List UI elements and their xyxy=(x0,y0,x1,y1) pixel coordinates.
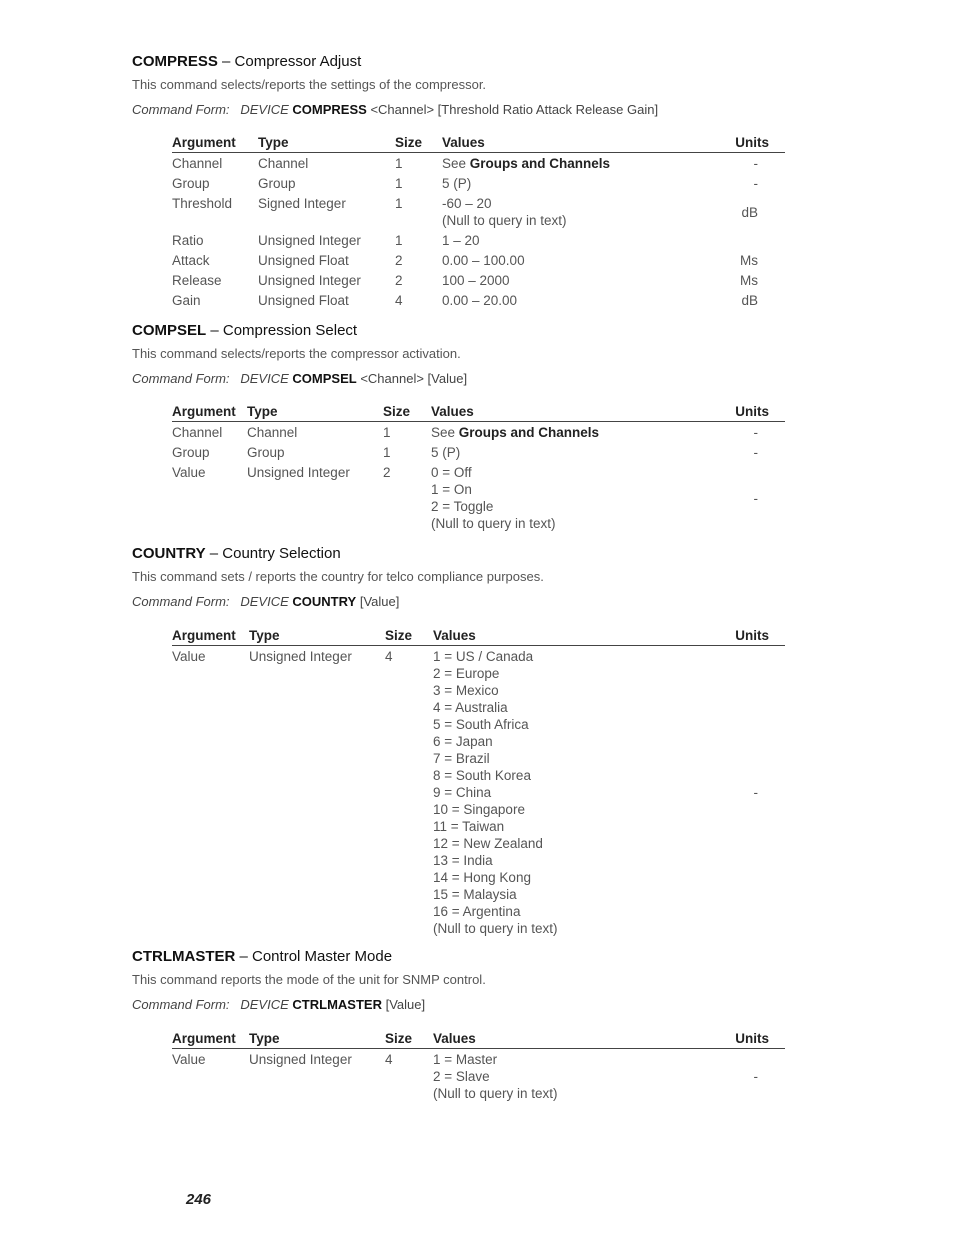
table-cell: See Groups and Channels xyxy=(442,156,611,171)
table-cell: 2 xyxy=(395,273,403,288)
table-cell: Channel xyxy=(258,156,309,171)
table-row xyxy=(172,290,785,310)
table-cell: 5 (P) xyxy=(442,176,472,191)
table-cell: Channel xyxy=(247,425,298,440)
section-country xyxy=(132,545,785,938)
table-row xyxy=(172,1049,785,1104)
table-cell: Unsigned Integer xyxy=(258,233,361,248)
table-cell: Value xyxy=(172,649,206,664)
argument-table: Argument Type Size Values Units Channel Channel 1 See Groups and Channels - Group Group 1 5 (P) - Value Unsigned Integer 2 0 = Off 1 = On 2 = Toggle (Null to query in text) - xyxy=(172,403,785,533)
table-cell: dB xyxy=(741,293,758,308)
page-number: 246 xyxy=(186,1191,212,1208)
table-cell: 0.00 – 20.00 xyxy=(442,293,518,308)
table-cell: 4 xyxy=(385,649,393,664)
table-row xyxy=(172,646,785,939)
table-cell: - xyxy=(753,1069,758,1084)
argument-table: Argument Type Size Values Units Value Unsigned Integer 4 1 = Master 2 = Slave (Null to query in text) - xyxy=(172,1030,785,1103)
section-description: This command reports the mode of the unit for SNMP control. xyxy=(132,972,486,987)
command-form: Command Form: DEVICE COUNTRY [Value] xyxy=(132,594,400,609)
table-cell: 1 xyxy=(383,445,391,460)
table-cell: 1 xyxy=(395,156,403,171)
table-cell: Unsigned Integer xyxy=(258,273,361,288)
table-cell: Attack xyxy=(172,253,210,268)
table-cell: Unsigned Float xyxy=(258,253,349,268)
command-form: Command Form: DEVICE COMPSEL <Channel> [Value] xyxy=(132,371,468,386)
cross-reference: Groups and Channels xyxy=(458,425,600,440)
table-cell: dB xyxy=(741,204,758,220)
table-cell: -60 – 20 (Null to query in text) xyxy=(442,196,567,228)
section-compsel xyxy=(132,322,785,533)
table-cell: Group xyxy=(258,176,296,191)
table-cell: 1 = US / Canada 2 = Europe 3 = Mexico 4 = Australia 5 = South Africa 6 = Japan 7 = Brazil 8 = South Korea 9 = China 10 = Singapore 11 = Taiwan 12 = New Zealand 13 = India 14 = Hong Kong 15 = Malaysia 16 = Argentina (Null to query in text) xyxy=(433,649,558,936)
table-cell xyxy=(705,230,785,250)
table-cell: 0 = Off 1 = On 2 = Toggle (Null to query in text) xyxy=(431,465,556,531)
table-row xyxy=(172,270,785,290)
table-row xyxy=(172,462,785,533)
section-description: This command selects/reports the compressor activation. xyxy=(132,346,461,361)
table-cell: Ms xyxy=(740,253,758,268)
section-ctrlmaster xyxy=(132,948,785,1103)
table-cell: Group xyxy=(247,445,285,460)
table-cell: Value xyxy=(172,1052,206,1067)
table-row xyxy=(172,193,785,230)
table-cell: - xyxy=(753,425,758,440)
table-cell: Group xyxy=(172,445,210,460)
section-description: This command selects/reports the settings of the compressor. xyxy=(132,77,487,92)
table-cell: 4 xyxy=(385,1052,393,1067)
section-description: This command sets / reports the country for telco compliance purposes. xyxy=(132,569,544,584)
table-cell: Unsigned Integer xyxy=(249,649,352,664)
table-cell: 1 – 20 xyxy=(442,233,480,248)
table-cell: 4 xyxy=(395,293,403,308)
table-cell: Unsigned Integer xyxy=(247,465,350,480)
table-cell: Channel xyxy=(172,156,223,171)
section-title: COMPRESS – Compressor Adjust xyxy=(132,53,362,70)
table-cell: Unsigned Integer xyxy=(249,1052,352,1067)
table-cell: - xyxy=(753,176,758,191)
table-cell: 1 xyxy=(395,233,403,248)
cross-reference: Groups and Channels xyxy=(469,156,611,171)
table-cell: See Groups and Channels xyxy=(431,425,600,440)
section-compress xyxy=(132,53,785,310)
table-cell: - xyxy=(753,785,758,800)
table-cell: Unsigned Float xyxy=(258,293,349,308)
table-cell: Group xyxy=(172,176,210,191)
table-row xyxy=(172,173,785,193)
command-form: Command Form: DEVICE COMPRESS <Channel> [Threshold Ratio Attack Release Gain] xyxy=(132,102,659,117)
section-title: COUNTRY – Country Selection xyxy=(132,545,341,562)
table-cell: Gain xyxy=(172,293,201,308)
table-cell: 0.00 – 100.00 xyxy=(442,253,525,268)
table-row xyxy=(172,250,785,270)
table-row xyxy=(172,230,785,250)
table-cell: - xyxy=(753,490,758,506)
command-form: Command Form: DEVICE CTRLMASTER [Value] xyxy=(132,997,426,1012)
table-cell: - xyxy=(753,156,758,171)
table-row xyxy=(172,153,785,174)
section-title: CTRLMASTER – Control Master Mode xyxy=(132,948,393,965)
table-cell: 100 – 2000 xyxy=(442,273,510,288)
table-cell: Threshold xyxy=(172,196,233,211)
argument-table: Argument Type Size Values Units Channel Channel 1 See Groups and Channels - Group Group 1 5 (P) - Threshold Signed Integer 1 -60 – 20 (Null to query in text) dB Ratio Unsigned Integer 1 1 – 20 Attack Unsigned Float 2 0.00 – 100.00 Ms Release Unsigned Integer 2 100 – 2000 Ms Gain Unsigned Float 4 0.00 – 20.00 dB xyxy=(172,134,785,310)
table-cell: Value xyxy=(172,465,206,480)
table-cell: 1 xyxy=(395,176,403,191)
table-cell: 1 xyxy=(383,425,391,440)
table-cell: 1 xyxy=(395,196,403,211)
section-title: COMPSEL – Compression Select xyxy=(132,322,358,339)
table-cell: 5 (P) xyxy=(431,445,461,460)
table-cell: Release xyxy=(172,273,222,288)
table-cell: 2 xyxy=(395,253,403,268)
argument-table: Argument Type Size Values Units Value Unsigned Integer 4 1 = US / Canada 2 = Europe 3 = Mexico 4 = Australia 5 = South Africa 6 = Japan 7 = Brazil 8 = South Korea 9 = China 10 = Singapore 11 = Taiwan 12 = New Zealand 13 = India 14 = Hong Kong 15 = Malaysia 16 = Argentina (Null to query in text) - xyxy=(172,627,785,938)
table-cell: - xyxy=(753,445,758,460)
table-cell: Signed Integer xyxy=(258,196,346,211)
table-row xyxy=(172,422,785,443)
table-cell: Ms xyxy=(740,273,758,288)
table-cell: Ratio xyxy=(172,233,204,248)
table-row xyxy=(172,442,785,462)
table-cell: 2 xyxy=(383,465,391,480)
table-cell: Channel xyxy=(172,425,223,440)
table-cell: 1 = Master 2 = Slave (Null to query in text) xyxy=(433,1052,558,1101)
